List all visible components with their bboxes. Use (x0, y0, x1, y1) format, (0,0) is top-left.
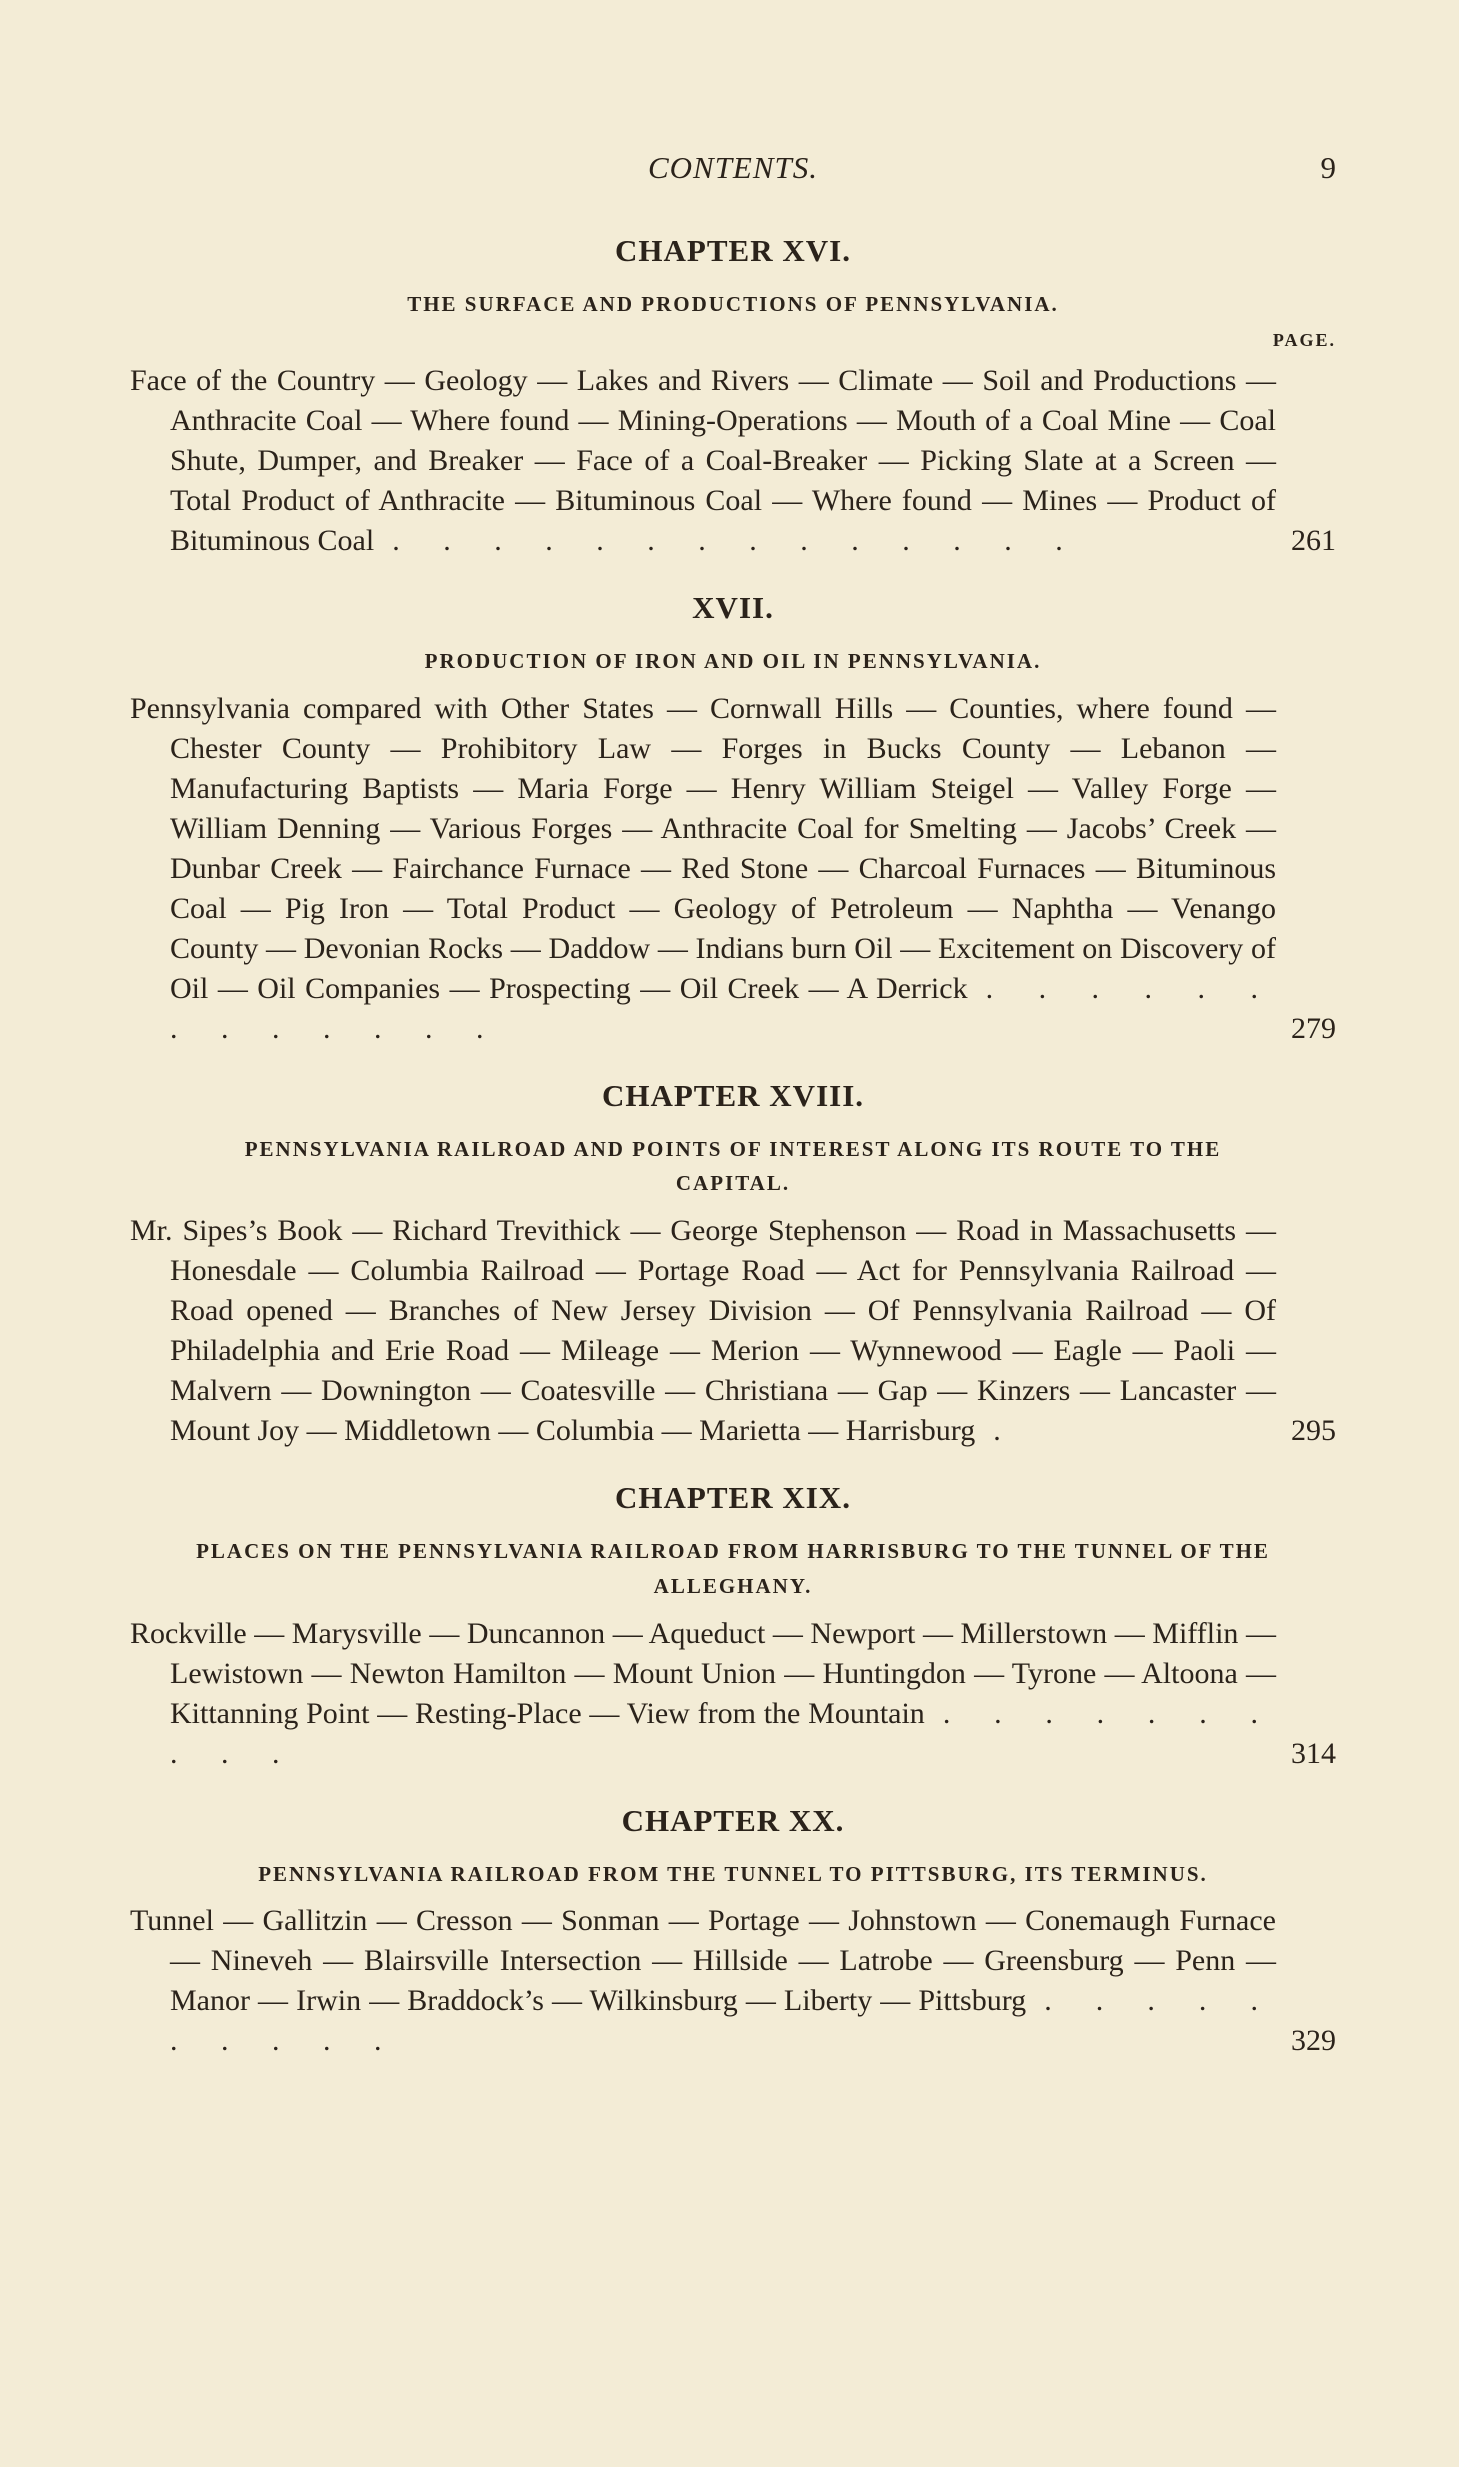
contents-page (130, 150, 1336, 2061)
chapter-subtitle: PENNSYLVANIA RAILROAD AND POINTS OF INTEREST ALONG ITS ROUTE TO THE CAPITAL. (244, 1136, 1222, 1196)
entry-text (130, 689, 1276, 1049)
toc-entry (130, 1901, 1336, 2061)
page-number: 9 (1320, 150, 1336, 185)
toc-entry (130, 1614, 1336, 1774)
entry-page-number: 329 (1291, 2024, 1336, 2058)
chapter-title: CHAPTER XVIII. (601, 1077, 865, 1113)
entry-page-number: 295 (1291, 1414, 1336, 1448)
dot-leaders: . (993, 1414, 1019, 1448)
running-title: CONTENTS. (647, 150, 819, 185)
toc-entry (130, 689, 1336, 1049)
chapter-title: CHAPTER XX. (621, 1802, 845, 1838)
entry-text (130, 1901, 1276, 2061)
chapter-subtitle: THE SURFACE AND PRODUCTIONS OF PENNSYLVANIA. (407, 292, 1059, 317)
entry-text (130, 1211, 1276, 1451)
entry-summary: Rockville — Marysville — Duncannon — Aqueduct — Newport — Millerstown — Mifflin — Lewistown — Newton Hamilton — Mount Union — Huntingdon — Tyrone — Altoona — Kittanning Point — Resting-Place — View from the Mountain (130, 1616, 1276, 1730)
entry-page-number: 314 (1291, 1736, 1336, 1770)
page-column-label: PAGE. (1272, 329, 1336, 350)
entry-summary: Mr. Sipes’s Book — Richard Trevithick — George Stephenson — Road in Massachusetts — Honesdale — Columbia Railroad — Portage Road — Act for Pennsylvania Railroad — Road opened — Branches of New Jersey Division — Of Pennsylvania Railroad — Of Philadelphia and Erie Road — Mileage — Merion — Wynnewood — Eagle — Paoli — Malvern — Downington — Coatesville — Christiana — Gap — Kinzers — Lancaster — Mount Joy — Middletown — Columbia — Marietta — Harrisburg (130, 1214, 1276, 1448)
chapter-section (130, 1802, 1336, 2062)
chapter-section (130, 1479, 1336, 1773)
dot-leaders: . . . . . . . . . . . . . . (392, 523, 1081, 557)
entry-page-number: 279 (1291, 1011, 1336, 1045)
entry-text (130, 361, 1276, 561)
entry-summary: Pennsylvania compared with Other States — Cornwall Hills — Counties, where found — Chester County — Prohibitory Law — Forges in Bucks County — Lebanon — Manufacturing Baptists — Maria Forge — Henry William Steigel — Valley Forge — William Denning — Various Forges — Anthracite Coal for Smelting — Jacobs’ Creek — Dunbar Creek — Fairchance Furnace — Red Stone — Charcoal Furnaces — Bituminous Coal — Pig Iron — Total Product — Geology of Petroleum — Naphtha — Venango County — Devonian Rocks — Daddow — Indians burn Oil — Excitement on Discovery of Oil — Oil Companies — Prospecting — Oil Creek — A Derrick (130, 691, 1276, 1005)
chapter-subtitle: PLACES ON THE PENNSYLVANIA RAILROAD FROM HARRISBURG TO THE TUNNEL OF THE ALLEGHANY. (196, 1539, 1270, 1598)
entry-text (130, 1614, 1276, 1774)
dot-leaders: . . . . . . . . . . . . . (170, 971, 1276, 1045)
dot-leaders: . . . . . . . . . . (170, 1984, 1276, 2058)
chapter-title: CHAPTER XVI. (615, 233, 851, 268)
entry-summary: Face of the Country — Geology — Lakes and Rivers — Climate — Soil and Productions — Anthracite Coal — Where found — Mining-Operations — Mouth of a Coal Mine — Coal Shute, Dumper, and Breaker — Face of a Coal-Breaker — Picking Slate at a Screen — Total Product of Anthracite — Bituminous Coal — Where found — Mines — Product of Bituminous Coal (130, 363, 1276, 557)
chapter-section (130, 1077, 1336, 1451)
running-head (130, 150, 1336, 198)
dot-leaders: . . . . . . . . . . (170, 1696, 1276, 1770)
chapter-subtitle: PRODUCTION OF IRON AND OIL IN PENNSYLVANIA. (424, 649, 1042, 674)
chapter-section (130, 589, 1336, 1049)
toc-entry (130, 1211, 1336, 1451)
entry-summary: Tunnel — Gallitzin — Cresson — Sonman — Portage — Johnstown — Conemaugh Furnace — Nineveh — Blairsville Intersection — Hillside — Latrobe — Greensburg — Penn — Manor — Irwin — Braddock’s — Wilkinsburg — Liberty — Pittsburg (130, 1904, 1276, 2018)
chapter-title: XVII. (692, 589, 774, 625)
entry-page-number: 261 (1291, 523, 1336, 557)
chapter-section (130, 232, 1336, 561)
toc-entry (130, 361, 1336, 561)
chapter-title: CHAPTER XIX. (615, 1480, 851, 1516)
chapter-subtitle: PENNSYLVANIA RAILROAD FROM THE TUNNEL TO PITTSBURG, ITS TERMINUS. (258, 1861, 1208, 1886)
